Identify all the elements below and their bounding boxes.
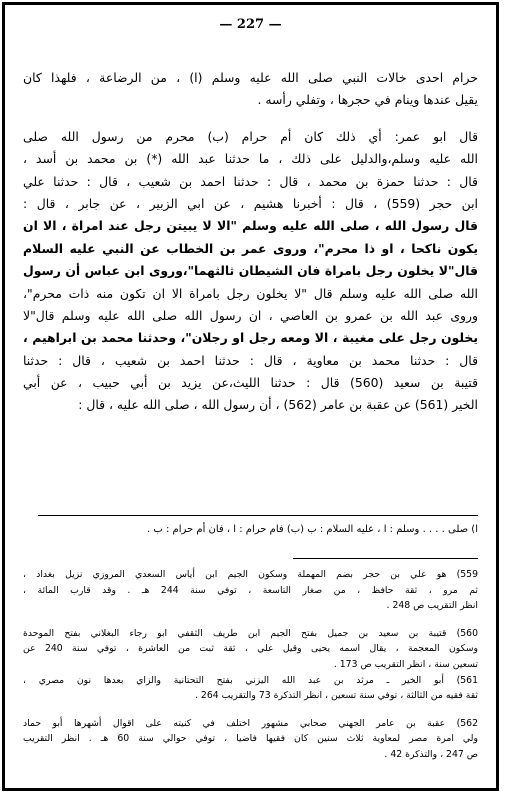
- footnote-divider: [38, 515, 478, 516]
- text-line: قال : حدثنا محمد بن معاوية ، قال : حدثنا احمد بن شعيب ، قال : حدثنا: [23, 352, 478, 368]
- text-line: قال"لا يخلون رجل بامراة فان الشيطان ثالثهما"،وروى ابن عباس أن رسول: [23, 263, 478, 279]
- text-line: قال رسول الله ، صلى الله عليه وسلم "الا لا يبيتن رجل عند امراة ، الا ان: [23, 218, 478, 234]
- text-line: حرام احدى خالات النبي صلى الله عليه وسلم (ا) ، من الرضاعة ، فلهذا كان: [23, 70, 478, 85]
- note-line: تسعين سنة ، انظر التقريب ص 173 .: [333, 658, 478, 670]
- note-line: 560) قتيبة بن سعيد بن جميل بفتح الجيم ابن طريف الثقفي ابو رجاء البغلاني بفتح الموحدة: [23, 627, 478, 639]
- note-562: [23, 716, 478, 763]
- text-line: الله صلى الله عليه وسلم قال "لا يخلون رجل بامراة الا ان تكون منه ذات محرم"،: [23, 285, 478, 301]
- notes: [23, 567, 478, 775]
- paragraph: [23, 67, 478, 112]
- note-560-561: [23, 626, 478, 704]
- text-line: قال ابو عمر: أي ذلك كان أم حرام (ب) محرم من رسول الله صلى: [23, 128, 478, 144]
- notes-divider: [293, 558, 478, 559]
- note-line: وسكون المعجمة ، يقال اسمه يحيى وقيل علي ، ثقة ثبت من العاشرة ، توفي سنة 240 عن: [23, 643, 478, 655]
- body-text: [23, 67, 478, 417]
- note-559: [23, 567, 478, 614]
- note-line: 559) هو علي بن حجر بضم المهملة وسكون الجيم ابن أياس السعدي المروزي نزيل بغداد ،: [23, 569, 478, 580]
- text-line: قتيبة بن سعيد (560) قال : حدثنا الليث،عن يزيد بن أبي حبيب ، عن أبي: [23, 375, 478, 391]
- text-line: يخلون رجل على مغيبة ، الا ومعه رجل او رجلان"، وحدثنا محمد بن ابراهيم ،: [23, 330, 478, 346]
- text-line: قال : حدثنا حمزة بن محمد ، قال : حدثنا احمد بن شعيب ، قال : حدثنا علي: [23, 173, 478, 189]
- text-line: يقيل عندها وينام في حجرها ، وتفلي رأسه .: [257, 92, 478, 108]
- text-line: الخير (561) عن عقبة بن عامر (562) ، أن رسول الله ، صلى الله عليه ، قال :: [78, 397, 478, 413]
- note-line: انظر التقريب ص 248 .: [386, 600, 478, 612]
- page-frame: [2, 2, 499, 791]
- note-line: ثقة فقيه من الثالثة ، توفي سنة تسعين ، انظر التذكرة 73 والتقريب 264 .: [194, 690, 478, 702]
- text-line: يكون ناكحا ، او ذا محرم"، وروى عمر بن الخطاب عن النبي عليه السلام: [23, 240, 478, 256]
- note-line: 562) عقبة بن عامر الجهني صحابي مشهور اختلف في كنيته على اقوال أشهرها أبو حماد: [23, 717, 478, 729]
- text-line: ابن حجر (559) ، قال : أخبرنا هشيم ، عن ابي الزبير ، عن جابر ، قال :: [23, 195, 478, 211]
- note-line: 561) أبو الخير ـ مرثد بن عبد الله اليزني بفتح التحتانية والزاي بعدها نون مصري ،: [23, 674, 478, 686]
- note-line: ثم مرو ، ثقة حافظ ، من صغار التاسعة ، توفي سنة 244 هـ . وقد قارب المائة ،: [23, 584, 478, 596]
- note-line: ولي امرة مصر لمعاوية ثلاث سنين كان فقيها فاضيا ، توفي حوالي سنة 60 هـ . انظر التقريب: [23, 733, 478, 745]
- text-line: وروى عبد الله بن عمرو بن العاصي ، ان رسول الله صلى الله عليه وسلم قال"لا: [23, 307, 478, 323]
- text-line: الله عليه وسلم،والدليل على ذلك ، ما حدثنا عبد الله (*) بن محمد بن أسد ،: [23, 151, 478, 167]
- note-line: ص 247 ، والتذكرة 42 .: [384, 748, 478, 760]
- page-number: — 227 —: [219, 17, 282, 32]
- paragraph: [23, 126, 478, 417]
- variant-footnote: ا) صلى . . . . وسلم : ا ، عليه السلام : ب (ب) فام حرام : ا ، فان أم حرام : ب .: [147, 524, 478, 535]
